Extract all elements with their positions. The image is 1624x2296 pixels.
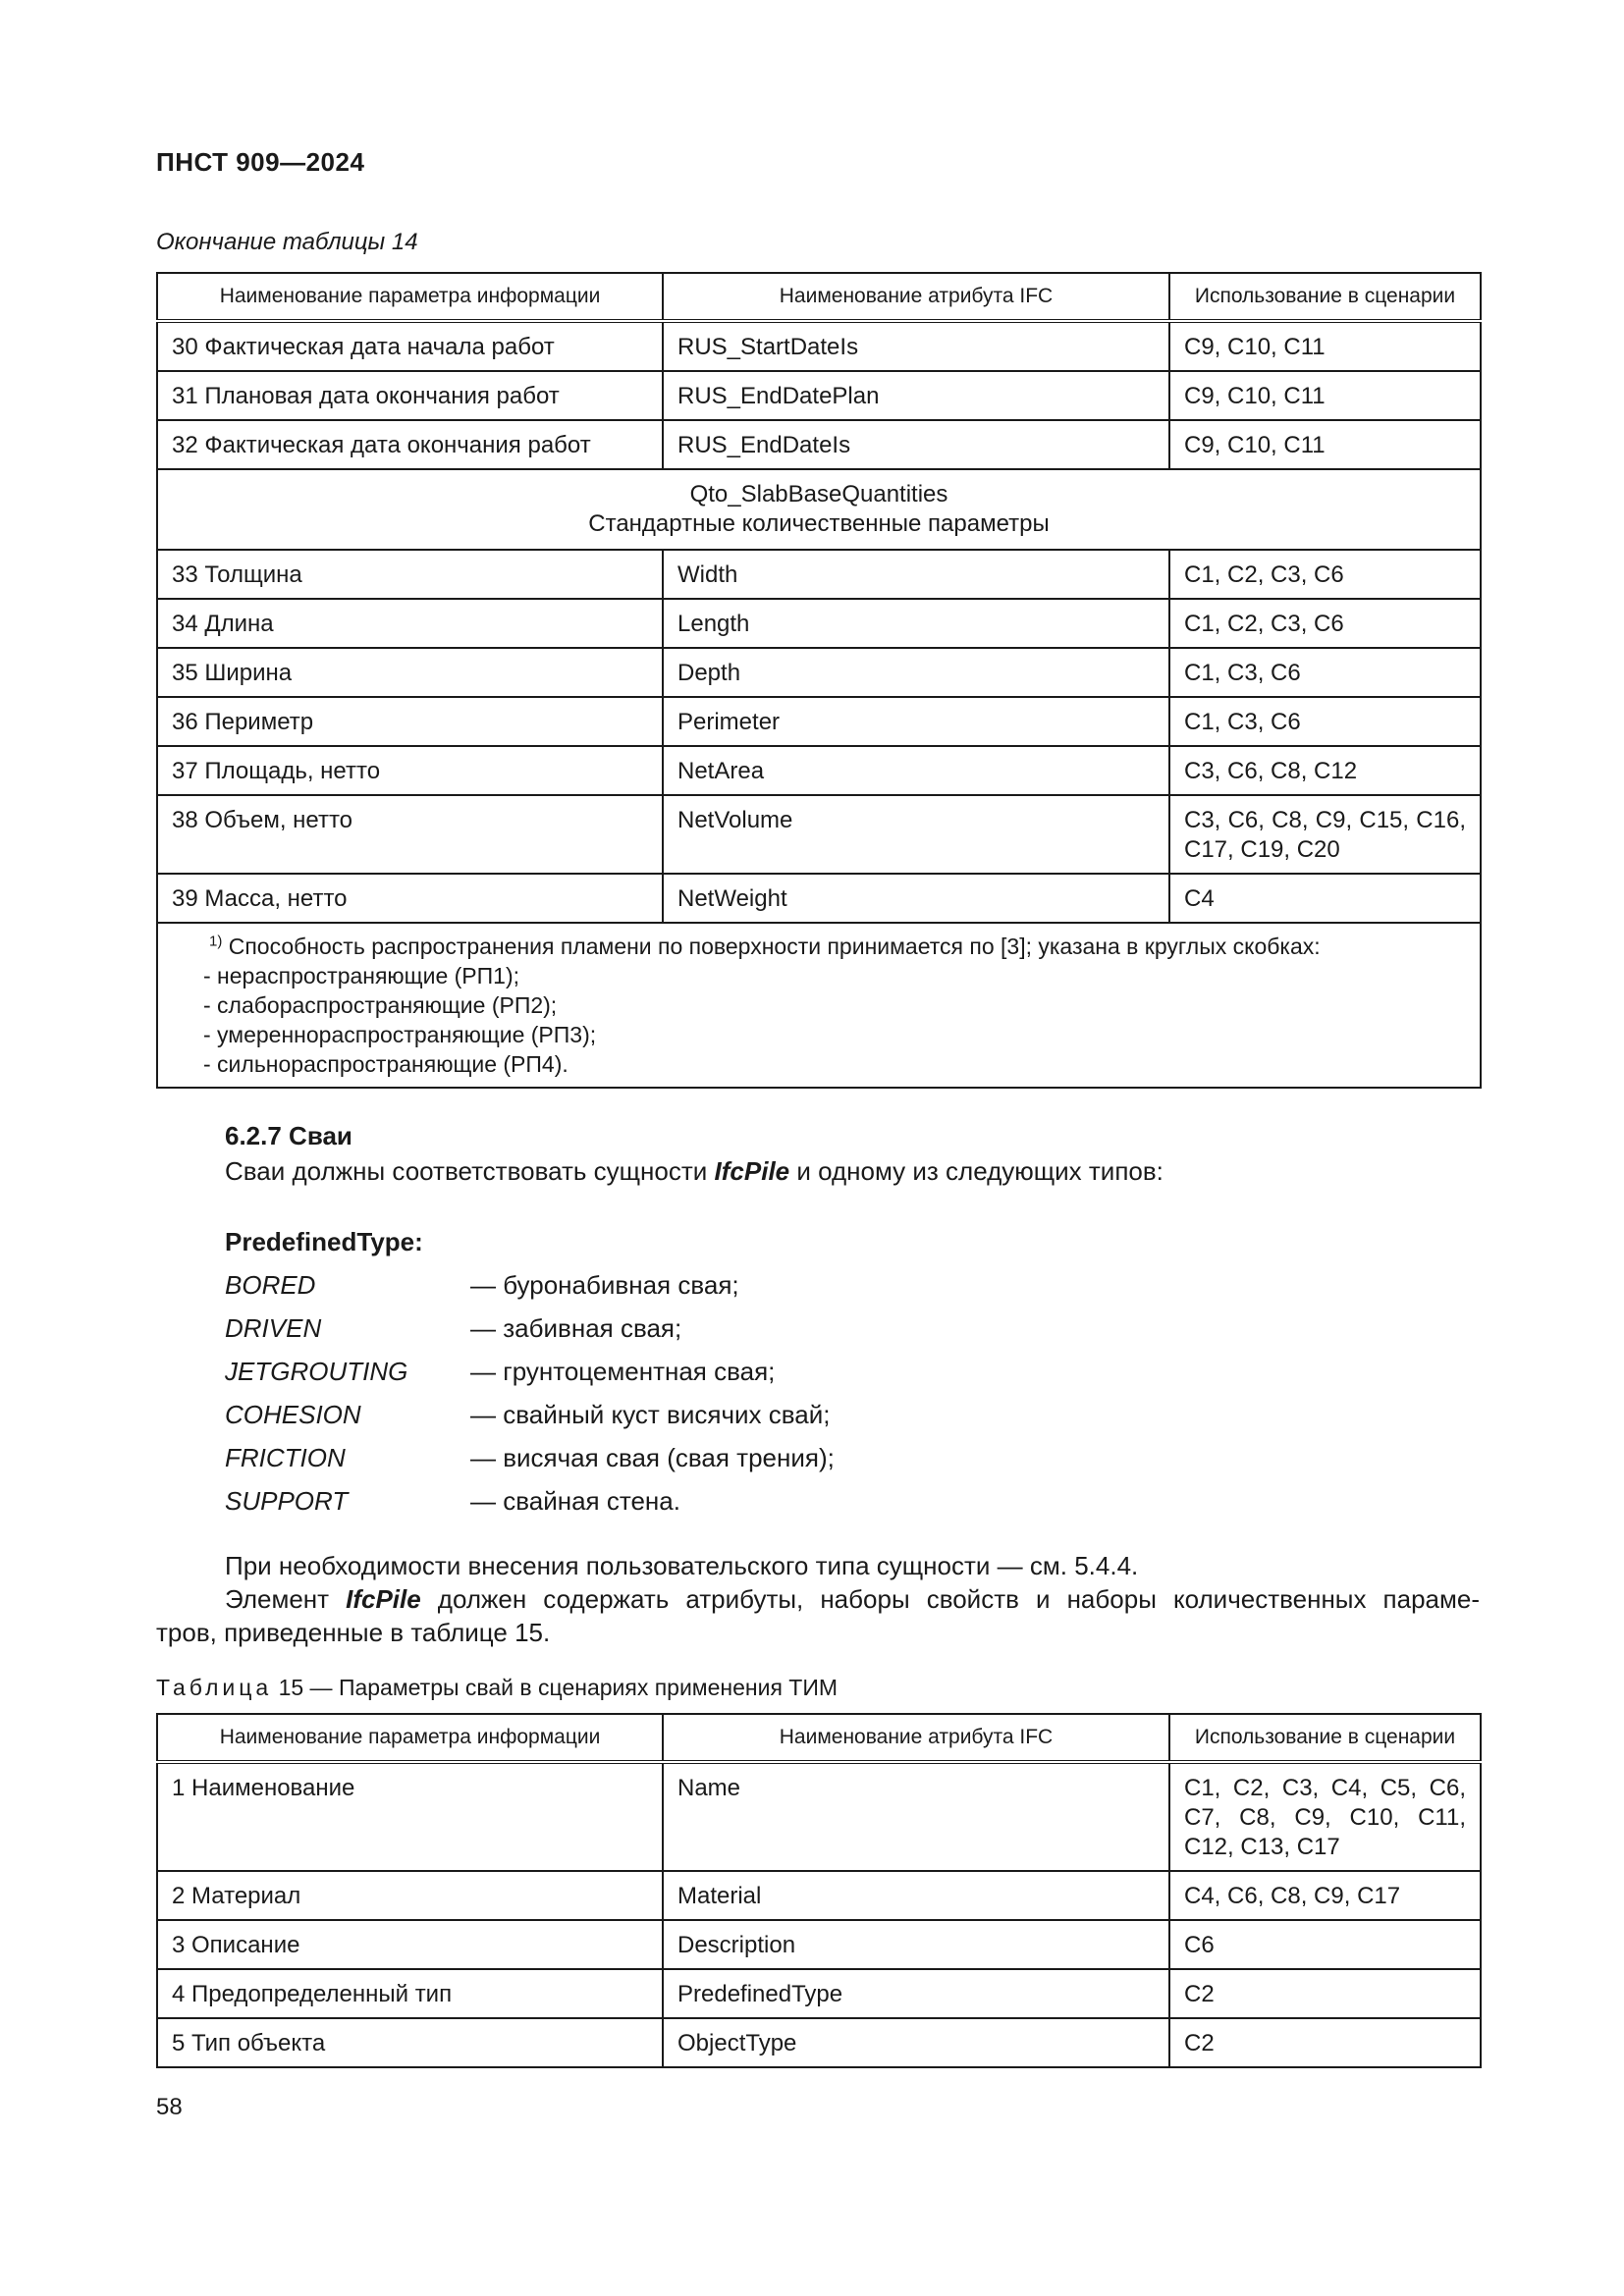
table-cell: 39 Масса, нетто xyxy=(157,874,663,923)
type-list-item xyxy=(225,1486,1207,1529)
table-cell: C4, C6, C8, C9, C17 xyxy=(1169,1871,1481,1920)
table-cell: 31 Плановая дата окончания работ xyxy=(157,371,663,420)
table-cell: 2 Материал xyxy=(157,1871,663,1920)
page-number: 58 xyxy=(156,2094,183,2120)
table-row xyxy=(157,874,1481,923)
paragraph xyxy=(156,1582,1480,1649)
table-group-row xyxy=(157,469,1481,550)
table-cell: NetWeight xyxy=(663,874,1169,923)
type-description: — буронабивная свая; xyxy=(470,1270,739,1300)
table-cell: C4 xyxy=(1169,874,1481,923)
type-name: FRICTION xyxy=(225,1443,346,1472)
type-description: — грунтоцементная свая; xyxy=(470,1357,776,1386)
table-cell: ObjectType xyxy=(663,2018,1169,2067)
type-description: — висячая свая (свая трения); xyxy=(470,1443,835,1472)
table-cell: RUS_EndDatePlan xyxy=(663,371,1169,420)
table-cell: C3, C6, C8, C9, C15, C16, C17, C19, C20 xyxy=(1169,795,1481,874)
table-cell: C9, C10, C11 xyxy=(1169,371,1481,420)
type-list-item xyxy=(225,1313,1207,1357)
table-header-row xyxy=(157,1714,1481,1762)
table-cell: Length xyxy=(663,599,1169,648)
table-row xyxy=(157,1871,1481,1920)
table-footnote xyxy=(157,923,1481,1088)
table-cell: C2 xyxy=(1169,2018,1481,2067)
table-cell: 4 Предопределенный тип xyxy=(157,1969,663,2018)
group-heading-line1: Qto_SlabBaseQuantities xyxy=(689,481,948,507)
table-15-caption xyxy=(156,1675,838,1701)
footnote-text-line xyxy=(209,932,1429,961)
table-cell: 32 Фактическая дата окончания работ xyxy=(157,420,663,469)
type-name: SUPPORT xyxy=(225,1486,349,1516)
table-header-row xyxy=(157,273,1481,321)
type-list-item xyxy=(225,1443,1207,1486)
type-description: — забивная свая; xyxy=(470,1313,682,1343)
section-intro-text: и одному из следующих типов: xyxy=(789,1156,1164,1186)
column-header: Наименование параметра информации xyxy=(157,1714,663,1762)
table-row xyxy=(157,746,1481,795)
table-cell: 1 Наименование xyxy=(157,1762,663,1871)
paragraph-line: тров, приведенные в таблице 15. xyxy=(156,1618,551,1647)
table-footnote-row xyxy=(157,923,1481,1088)
footnote-item: - слабораспространяющие (РП2); xyxy=(203,992,558,1018)
table-cell: RUS_EndDateIs xyxy=(663,420,1169,469)
type-name: BORED xyxy=(225,1270,316,1300)
footnote-item: - умереннораспространяющие (РП3); xyxy=(203,1022,597,1047)
table-cell: C9, C10, C11 xyxy=(1169,420,1481,469)
predefined-type-label: PredefinedType: xyxy=(225,1227,423,1256)
table-row xyxy=(157,697,1481,746)
table-cell: C2 xyxy=(1169,1969,1481,2018)
column-header: Использование в сценарии xyxy=(1169,1714,1481,1762)
section-intro-text: Сваи должны соответствовать сущности xyxy=(225,1156,715,1186)
table-caption-text: 15 — Параметры свай в сценариях применения ТИМ xyxy=(272,1675,839,1700)
type-name: DRIVEN xyxy=(225,1313,322,1343)
footnote-text: Способность распространения пламени по поверхности принимается по [3]; указана в круглых скобках: xyxy=(228,934,1321,959)
table-row xyxy=(157,599,1481,648)
type-description: — свайный куст висячих свай; xyxy=(470,1400,831,1429)
table-cell: C6 xyxy=(1169,1920,1481,1969)
table-cell: 37 Площадь, нетто xyxy=(157,746,663,795)
table-cell: PredefinedType xyxy=(663,1969,1169,2018)
table-cell: NetArea xyxy=(663,746,1169,795)
table-cell: RUS_StartDateIs xyxy=(663,321,1169,371)
table-row xyxy=(157,1920,1481,1969)
table-row xyxy=(157,371,1481,420)
table-row xyxy=(157,795,1481,874)
group-heading-line2: Стандартные количественные параметры xyxy=(588,510,1050,537)
type-name: JETGROUTING xyxy=(225,1357,408,1386)
table-cell: Width xyxy=(663,550,1169,599)
table-cell: Description xyxy=(663,1920,1169,1969)
group-heading xyxy=(157,469,1481,550)
table-row xyxy=(157,550,1481,599)
table-cell: 30 Фактическая дата начала работ xyxy=(157,321,663,371)
table-cell: Material xyxy=(663,1871,1169,1920)
type-list-item xyxy=(225,1400,1207,1443)
footnote-item: - сильнораспространяющие (РП4). xyxy=(203,1051,568,1077)
table-row xyxy=(157,1969,1481,2018)
table-cell: C3, C6, C8, C12 xyxy=(1169,746,1481,795)
section-heading: 6.2.7 Сваи xyxy=(225,1121,352,1150)
entity-name: IfcPile xyxy=(346,1584,421,1614)
type-list-item xyxy=(225,1357,1207,1400)
table-row xyxy=(157,321,1481,371)
footnote-marker: 1) xyxy=(209,933,223,950)
document-code: ПНСТ 909—2024 xyxy=(156,147,365,177)
table-row xyxy=(157,2018,1481,2067)
column-header: Наименование параметра информации xyxy=(157,273,663,321)
table-cell: NetVolume xyxy=(663,795,1169,874)
type-name: COHESION xyxy=(225,1400,361,1429)
table-cell: C1, C2, C3, C6 xyxy=(1169,550,1481,599)
table-cell: C1, C3, C6 xyxy=(1169,648,1481,697)
table-cell: C9, C10, C11 xyxy=(1169,321,1481,371)
table-cell: 3 Описание xyxy=(157,1920,663,1969)
table-14 xyxy=(156,272,1482,1089)
section-intro xyxy=(225,1156,1164,1187)
entity-name: IfcPile xyxy=(714,1156,790,1186)
table-caption-label: Таблица xyxy=(156,1675,273,1700)
table-cell: 34 Длина xyxy=(157,599,663,648)
table-row xyxy=(157,1762,1481,1871)
table-cell: C1, C2, C3, C4, C5, C6, C7, C8, C9, C10, C11, C12, C13, C17 xyxy=(1169,1762,1481,1871)
table-cell: 5 Тип объекта xyxy=(157,2018,663,2067)
table-cell: C1, C3, C6 xyxy=(1169,697,1481,746)
paragraph-text: должен содержать атрибуты, наборы свойств и наборы количественных параме- xyxy=(420,1584,1481,1614)
table-cell: Name xyxy=(663,1762,1169,1871)
table-cell: 33 Толщина xyxy=(157,550,663,599)
table-cell: Perimeter xyxy=(663,697,1169,746)
footnote-item: - нераспространяющие (РП1); xyxy=(203,963,520,988)
table-cell: 36 Периметр xyxy=(157,697,663,746)
column-header: Наименование атрибута IFC xyxy=(663,273,1169,321)
table-row xyxy=(157,420,1481,469)
column-header: Наименование атрибута IFC xyxy=(663,1714,1169,1762)
table-cell: 35 Ширина xyxy=(157,648,663,697)
table-cell: C1, C2, C3, C6 xyxy=(1169,599,1481,648)
table-cell: 38 Объем, нетто xyxy=(157,795,663,874)
type-list-item xyxy=(225,1270,1207,1313)
column-header: Использование в сценарии xyxy=(1169,273,1481,321)
type-description: — свайная стена. xyxy=(470,1486,680,1516)
table-cell: Depth xyxy=(663,648,1169,697)
paragraph: При необходимости внесения пользовательского типа сущности — см. 5.4.4. xyxy=(225,1551,1139,1580)
paragraph-line xyxy=(156,1582,1480,1616)
table-continuation-caption: Окончание таблицы 14 xyxy=(156,229,418,255)
table-row xyxy=(157,648,1481,697)
paragraph-text: Элемент xyxy=(225,1584,347,1614)
table-15 xyxy=(156,1713,1482,2068)
